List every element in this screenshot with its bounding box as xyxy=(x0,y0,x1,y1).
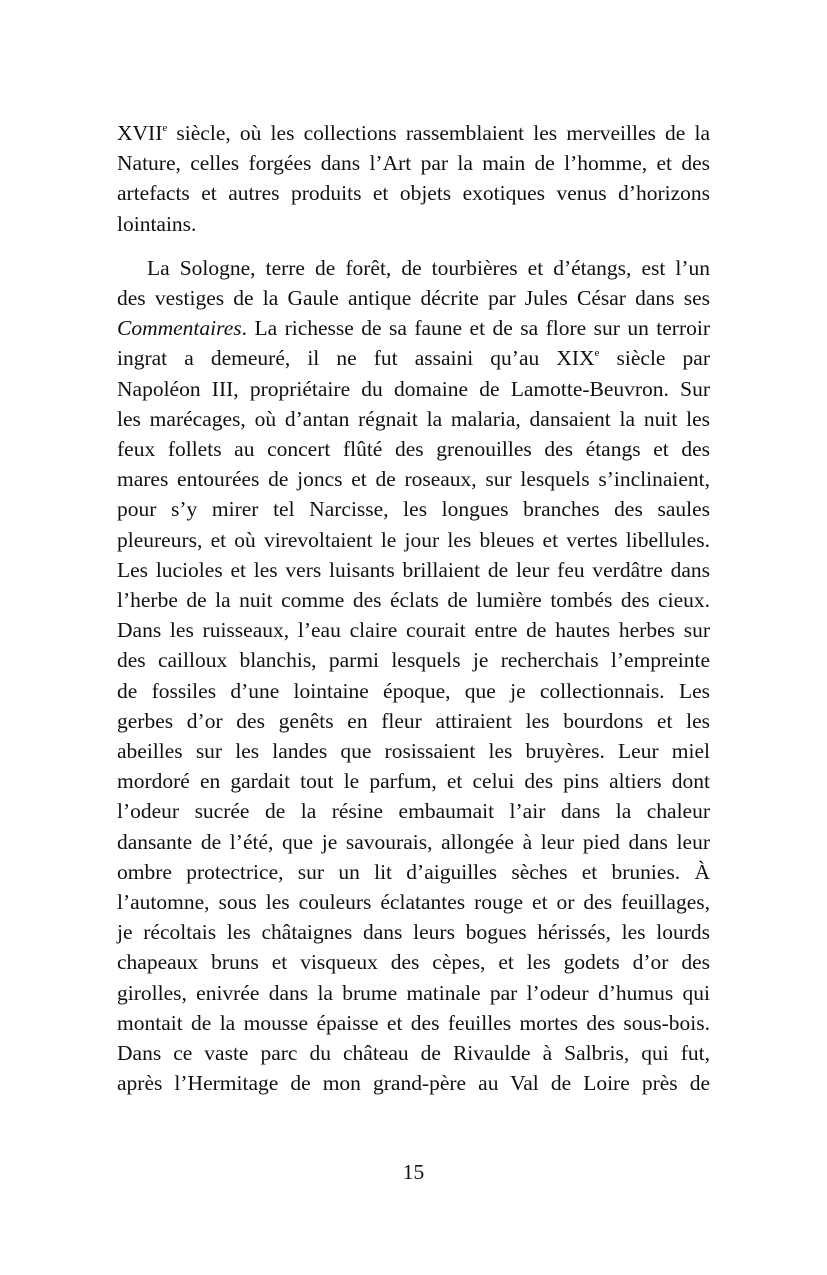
text-line: l’odeur sucrée de la résine embaumait l’air dans la chaleur xyxy=(117,799,710,824)
text-line: Dans les ruisseaux, l’eau claire courait entre de hautes herbes sur xyxy=(117,618,710,643)
text-segment: siècle par xyxy=(599,346,710,371)
text-line: artefacts et autres produits et objets exotiques venus d’horizons xyxy=(117,181,710,206)
text-line: mares entourées de joncs et de roseaux, sur lesquels s’inclinaient, xyxy=(117,467,710,492)
text-line: des cailloux blanchis, parmi lesquels je recherchais l’empreinte xyxy=(117,648,710,673)
text-line: Dans ce vaste parc du château de Rivaulde à Salbris, qui fut, xyxy=(117,1041,710,1066)
text-line: montait de la mousse épaisse et des feuilles mortes des sous-bois. xyxy=(117,1010,710,1035)
text-line: pleureurs, et où virevoltaient le jour les bleues et vertes libellules. xyxy=(117,527,710,552)
italic-title: Commentaires xyxy=(117,316,242,341)
text-line: de fossiles d’une lointaine époque, que je collectionnais. Les xyxy=(117,678,710,703)
text-line: mordoré en gardait tout le parfum, et celui des pins altiers dont xyxy=(117,769,710,794)
text-line: abeilles sur les landes que rosissaient les bruyères. Leur miel xyxy=(117,739,710,764)
text-line: dansante de l’été, que je savourais, allongée à leur pied dans leur xyxy=(117,829,710,854)
text-line: feux follets au concert flûté des grenouilles des étangs et des xyxy=(117,437,710,462)
text-line: des vestiges de la Gaule antique décrite par Jules César dans ses xyxy=(117,286,710,311)
text-line: les marécages, où d’antan régnait la malaria, dansaient la nuit les xyxy=(117,406,710,431)
text-line: Les lucioles et les vers luisants brillaient de leur feu verdâtre dans xyxy=(117,557,710,582)
text-line: pour s’y mirer tel Narcisse, les longues branches des saules xyxy=(117,497,710,522)
text-line xyxy=(117,118,710,148)
text-line xyxy=(117,313,710,343)
text-line: je récoltais les châtaignes dans leurs bogues hérissés, les lourds xyxy=(117,920,710,945)
text-segment: . La richesse de sa faune et de sa flore sur un terroir xyxy=(241,316,710,341)
text-line: après l’Hermitage de mon grand-père au Val de Loire près de xyxy=(117,1071,710,1096)
superscript: e xyxy=(162,122,168,134)
text-line: lointains. xyxy=(117,211,197,236)
text-line: l’automne, sous les couleurs éclatantes rouge et or des feuillages, xyxy=(117,890,710,915)
text-line: l’herbe de la nuit comme des éclats de lumière tombés des cieux. xyxy=(117,588,710,613)
text-line: girolles, enivrée dans la brume matinale par l’odeur d’humus qui xyxy=(117,980,710,1005)
paragraph-2 xyxy=(117,253,710,1099)
text-segment: XVII xyxy=(117,121,163,145)
superscript: e xyxy=(594,347,600,360)
text-line: Nature, celles forgées dans l’Art par la main de l’homme, et des xyxy=(117,151,710,176)
text-line xyxy=(117,343,710,373)
text-line: Napoléon III, propriétaire du domaine de Lamotte-Beuvron. Sur xyxy=(117,376,710,401)
paragraph-1 xyxy=(117,118,710,239)
text-segment: ingrat a demeuré, il ne fut assaini qu’au XIX xyxy=(117,346,595,371)
text-line: gerbes d’or des genêts en fleur attiraient les bourdons et les xyxy=(117,708,710,733)
page-number: 15 xyxy=(402,1160,425,1184)
text-line: ombre protectrice, sur un lit d’aiguilles sèches et brunies. À xyxy=(117,859,710,884)
text-line: La Sologne, terre de forêt, de tourbières et d’étangs, est l’un xyxy=(147,255,710,280)
page-body xyxy=(117,118,710,1099)
text-line: chapeaux bruns et visqueux des cèpes, et les godets d’or des xyxy=(117,950,710,975)
text-segment: siècle, où les collections rassemblaient les merveilles de la xyxy=(167,121,710,145)
